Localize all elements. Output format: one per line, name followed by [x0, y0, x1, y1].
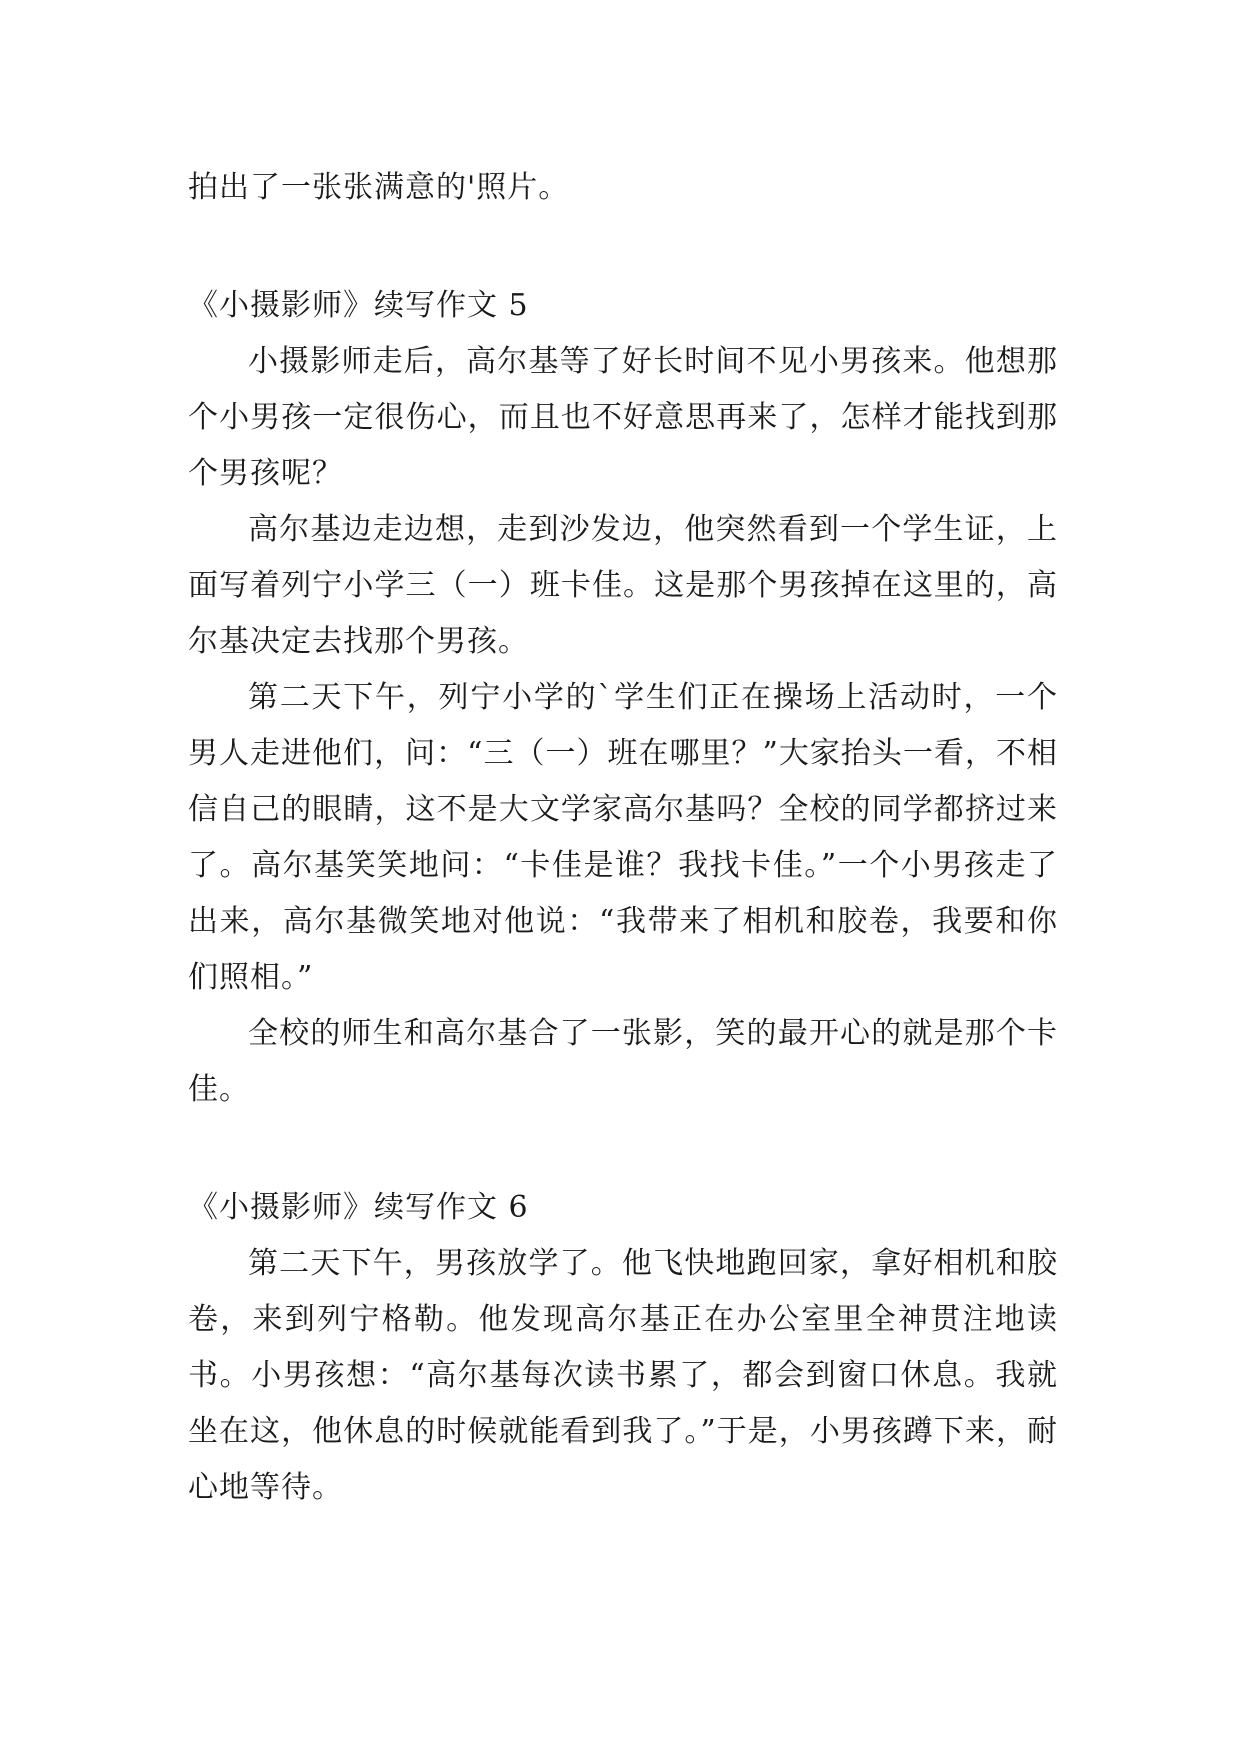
paragraph: 第二天下午，列宁小学的`学生们正在操场上活动时，一个男人走进他们，问：“三（一）班在哪里？”大家抬头一看，不相信自己的眼睛，这不是大文学家高尔基吗？全校的同学都挤过来了。高尔基笑笑地问：“卡佳是谁？我找卡佳。”一个小男孩走了出来，高尔基微笑地对他说：“我带来了相机和胶卷，我要和你们照相。” [188, 680, 1058, 995]
paragraph: 第二天下午，男孩放学了。他飞快地跑回家，拿好相机和胶卷，来到列宁格勒。他发现高尔基正在办公室里全神贯注地读书。小男孩想：“高尔基每次读书累了，都会到窗口休息。我就坐在这，他休息的时候就能看到我了。”于是，小男孩蹲下来，耐心地等待。 [188, 1246, 1058, 1505]
section-title: 《小摄影师》续写作文 6 [188, 1190, 529, 1225]
section-title: 《小摄影师》续写作文 5 [188, 288, 529, 323]
intro-line: 拍出了一张张满意的'照片。 [188, 170, 570, 205]
document-body [188, 160, 1058, 1516]
paragraph: 全校的师生和高尔基合了一张影，笑的最开心的就是那个卡佳。 [188, 1016, 1058, 1107]
section-6 [188, 1180, 1058, 1516]
section-gap [188, 1118, 1058, 1180]
paragraph: 高尔基边走边想，走到沙发边，他突然看到一个学生证，上面写着列宁小学三（一）班卡佳。这是那个男孩掉在这里的，高尔基决定去找那个男孩。 [188, 512, 1058, 659]
section-5 [188, 278, 1058, 1118]
paragraph: 小摄影师走后，高尔基等了好长时间不见小男孩来。他想那个小男孩一定很伤心，而且也不好意思再来了，怎样才能找到那个男孩呢？ [188, 344, 1058, 491]
section-gap [188, 216, 1058, 278]
